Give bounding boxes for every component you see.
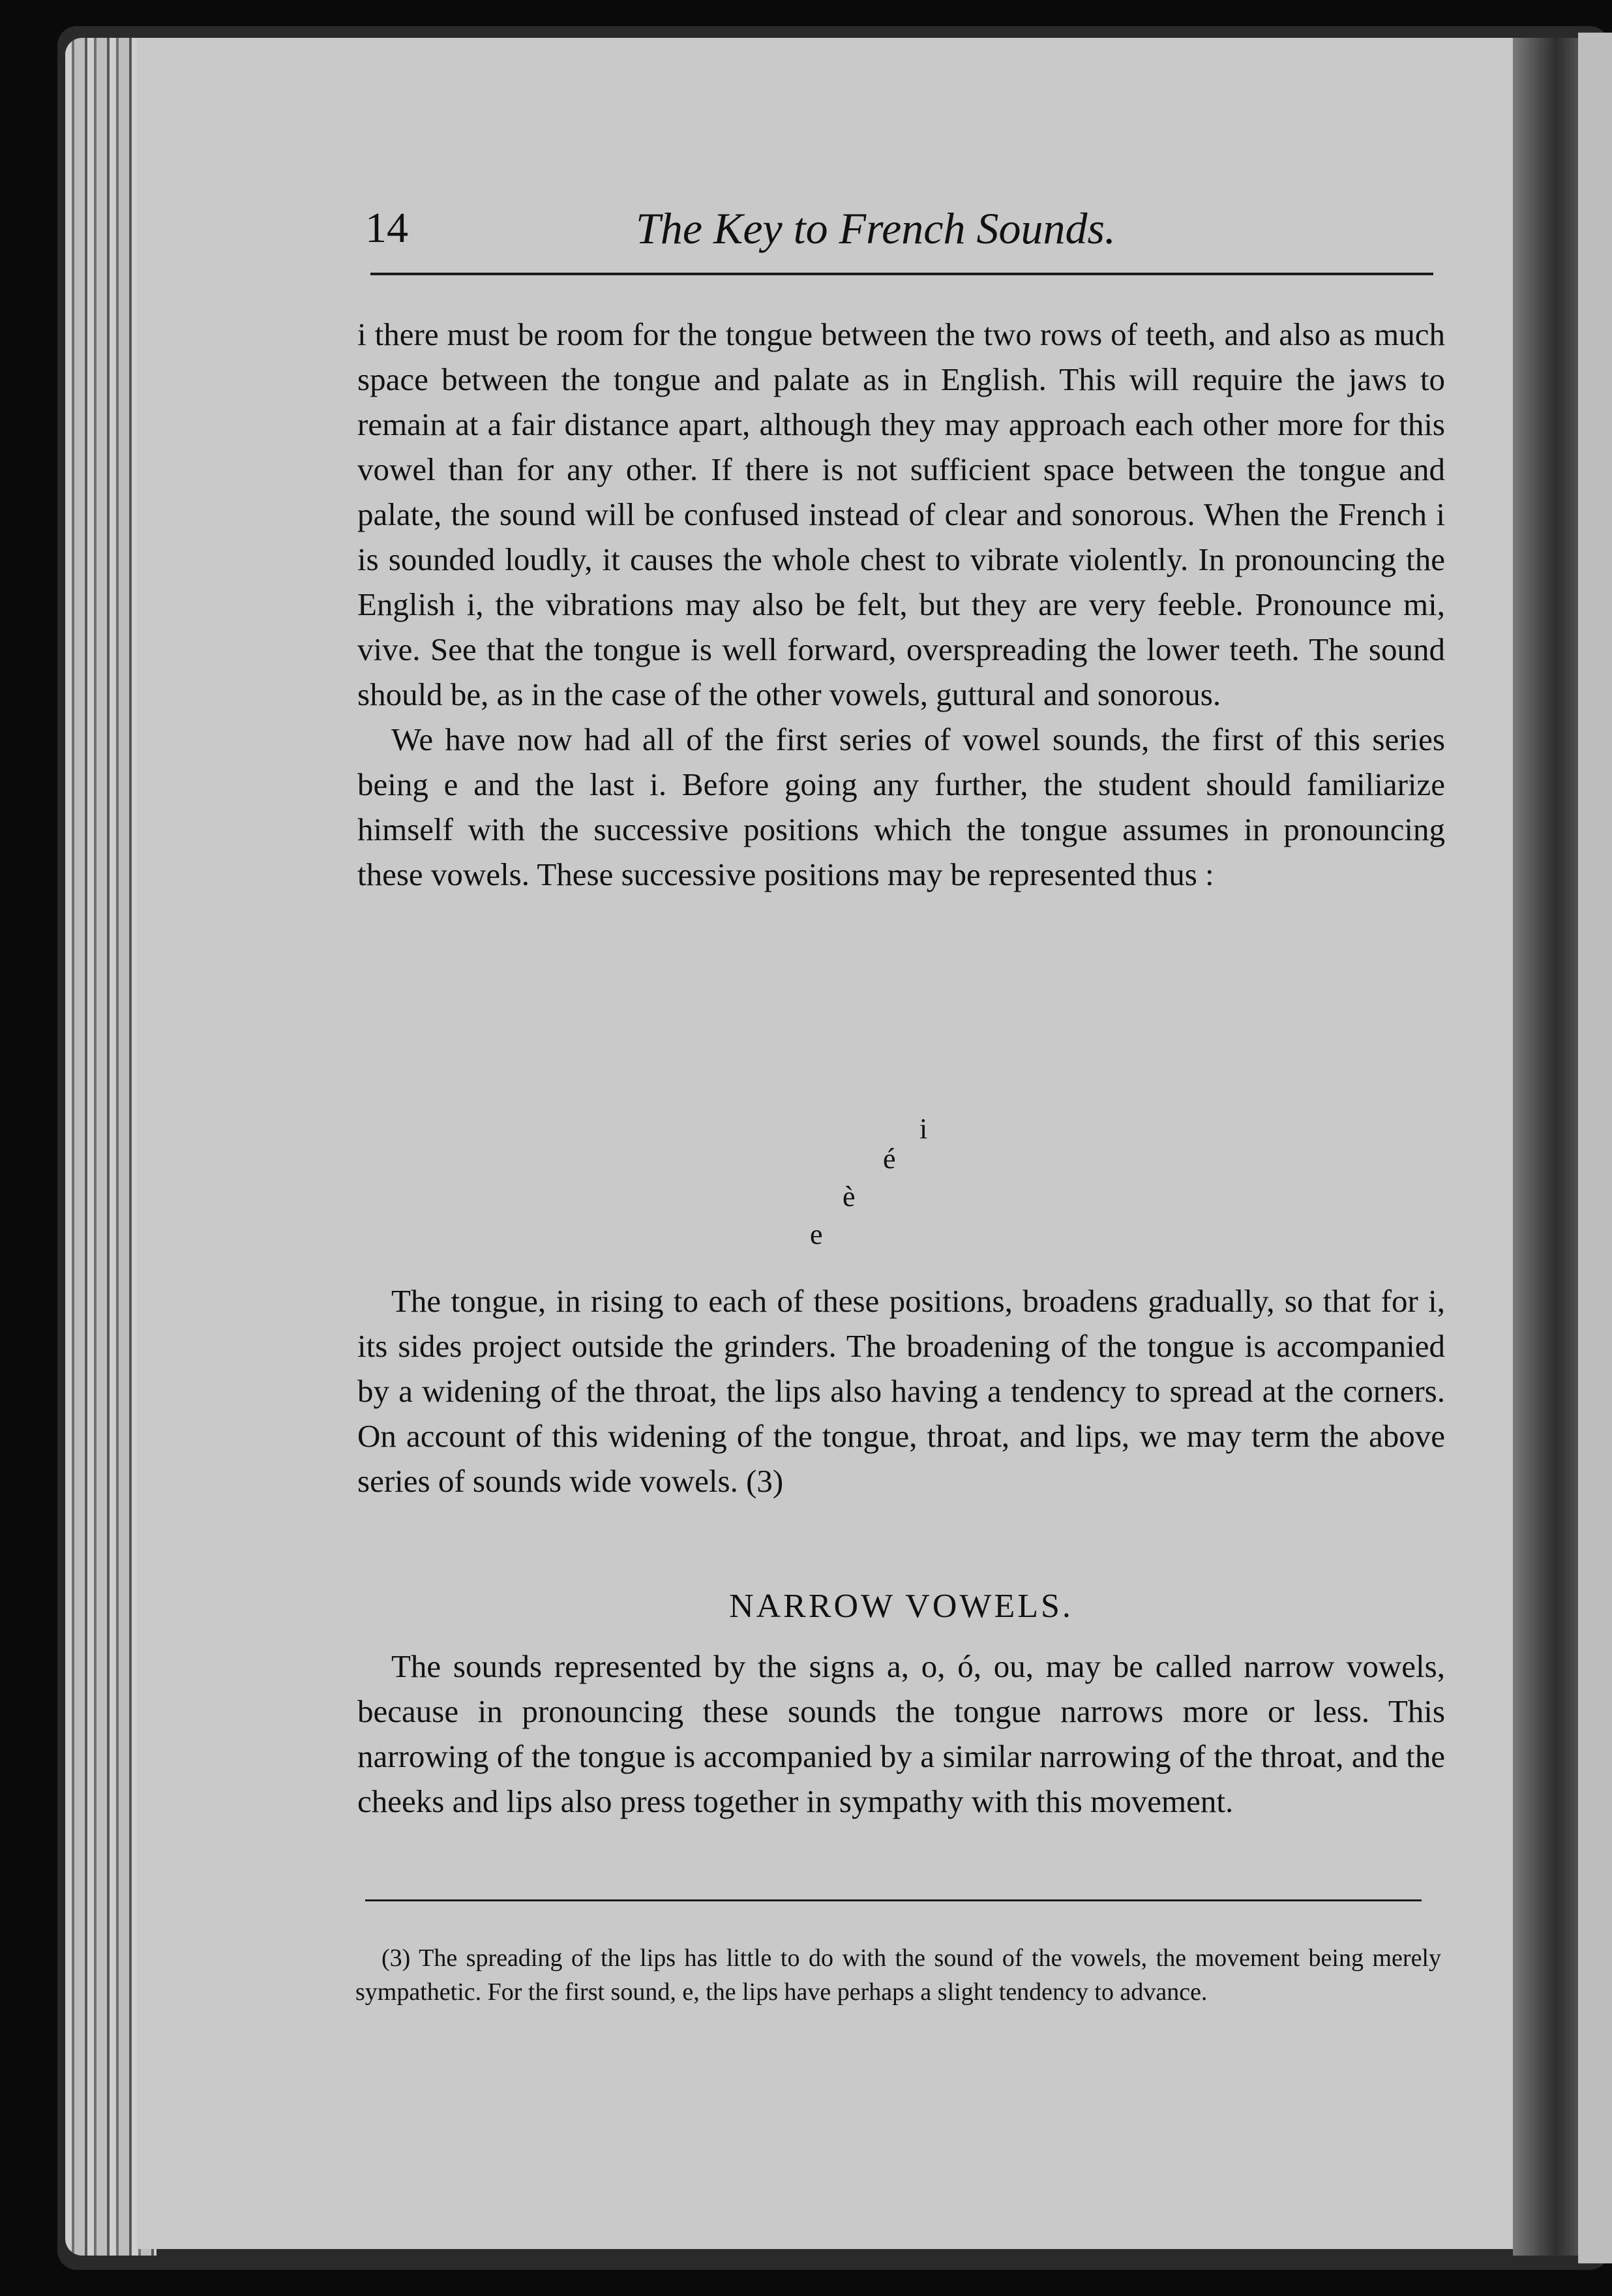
paragraph-3: The tongue, in rising to each of these positions, broadens gradually, so that for i, its sides project outside the grinders. The broadening of the tongue is accompanied by a widening of the throat, the lips also having a tendency to spread at the corners. On account of this widening of the tongue, throat, and lips, we may term the above series of sounds wide vowels. (3) [357, 1283, 1445, 1499]
page-header [365, 199, 1448, 264]
paragraph-1: i there must be room for the tongue between the two rows of teeth, and also as much space between the tongue and palate as in English. This will require the jaws to remain at a fair distance apart, although they may approach each other more for this vowel than for any other. If there is not sufficient space between the tongue and palate, the sound will be confused instead of clear and sonorous. When the French i is sounded loudly, it causes the whole chest to vibrate violently. In pronouncing the English i, the vibrations may also be felt, but they are very feeble. Pronounce mi, vive. See that the tongue is well forward, overspreading the lower teeth. The sound should be, as in the case of the other vowels, guttural and sonorous. [357, 316, 1445, 712]
paragraph-4: The sounds represented by the signs a, o, ó, ou, may be called narrow vowels, because in pronouncing these sounds the tongue narrows more or less. This narrowing of the tongue is accompanied by a similar narrowing of the throat, and the cheeks and lips also press together in sympathy with this movement. [357, 1648, 1445, 1819]
page-number: 14 [365, 204, 408, 252]
book-gutter [1513, 38, 1585, 2256]
header-rule [370, 273, 1433, 275]
footnote-text: (3) The spreading of the lips has little to do with the sound of the vowels, the movement being merely sympathetic. For the first sound, e, the lips have perhaps a slight tendency to advance. [355, 1944, 1441, 2006]
main-text [357, 312, 1445, 897]
series-vowel-e: e [810, 1218, 823, 1250]
series-vowel-e-grave: è [843, 1181, 856, 1213]
section-heading: NARROW VOWELS. [729, 1588, 1073, 1625]
series-vowel-i: i [919, 1113, 928, 1145]
footnote [355, 1916, 1441, 2034]
facing-page-edge [1578, 33, 1612, 2263]
running-title: The Key to French Sounds. [636, 204, 1116, 253]
series-vowel-e-acute: é [883, 1143, 896, 1175]
footnote-rule [365, 1899, 1422, 1901]
paragraph-2: We have now had all of the first series of vowel sounds, the first of this series being e and the last i. Before going any further, the student should familiarize himself with the successive positions which the tongue assumes in pronouncing these vowels. These successive positions may be represented thus : [357, 721, 1445, 892]
